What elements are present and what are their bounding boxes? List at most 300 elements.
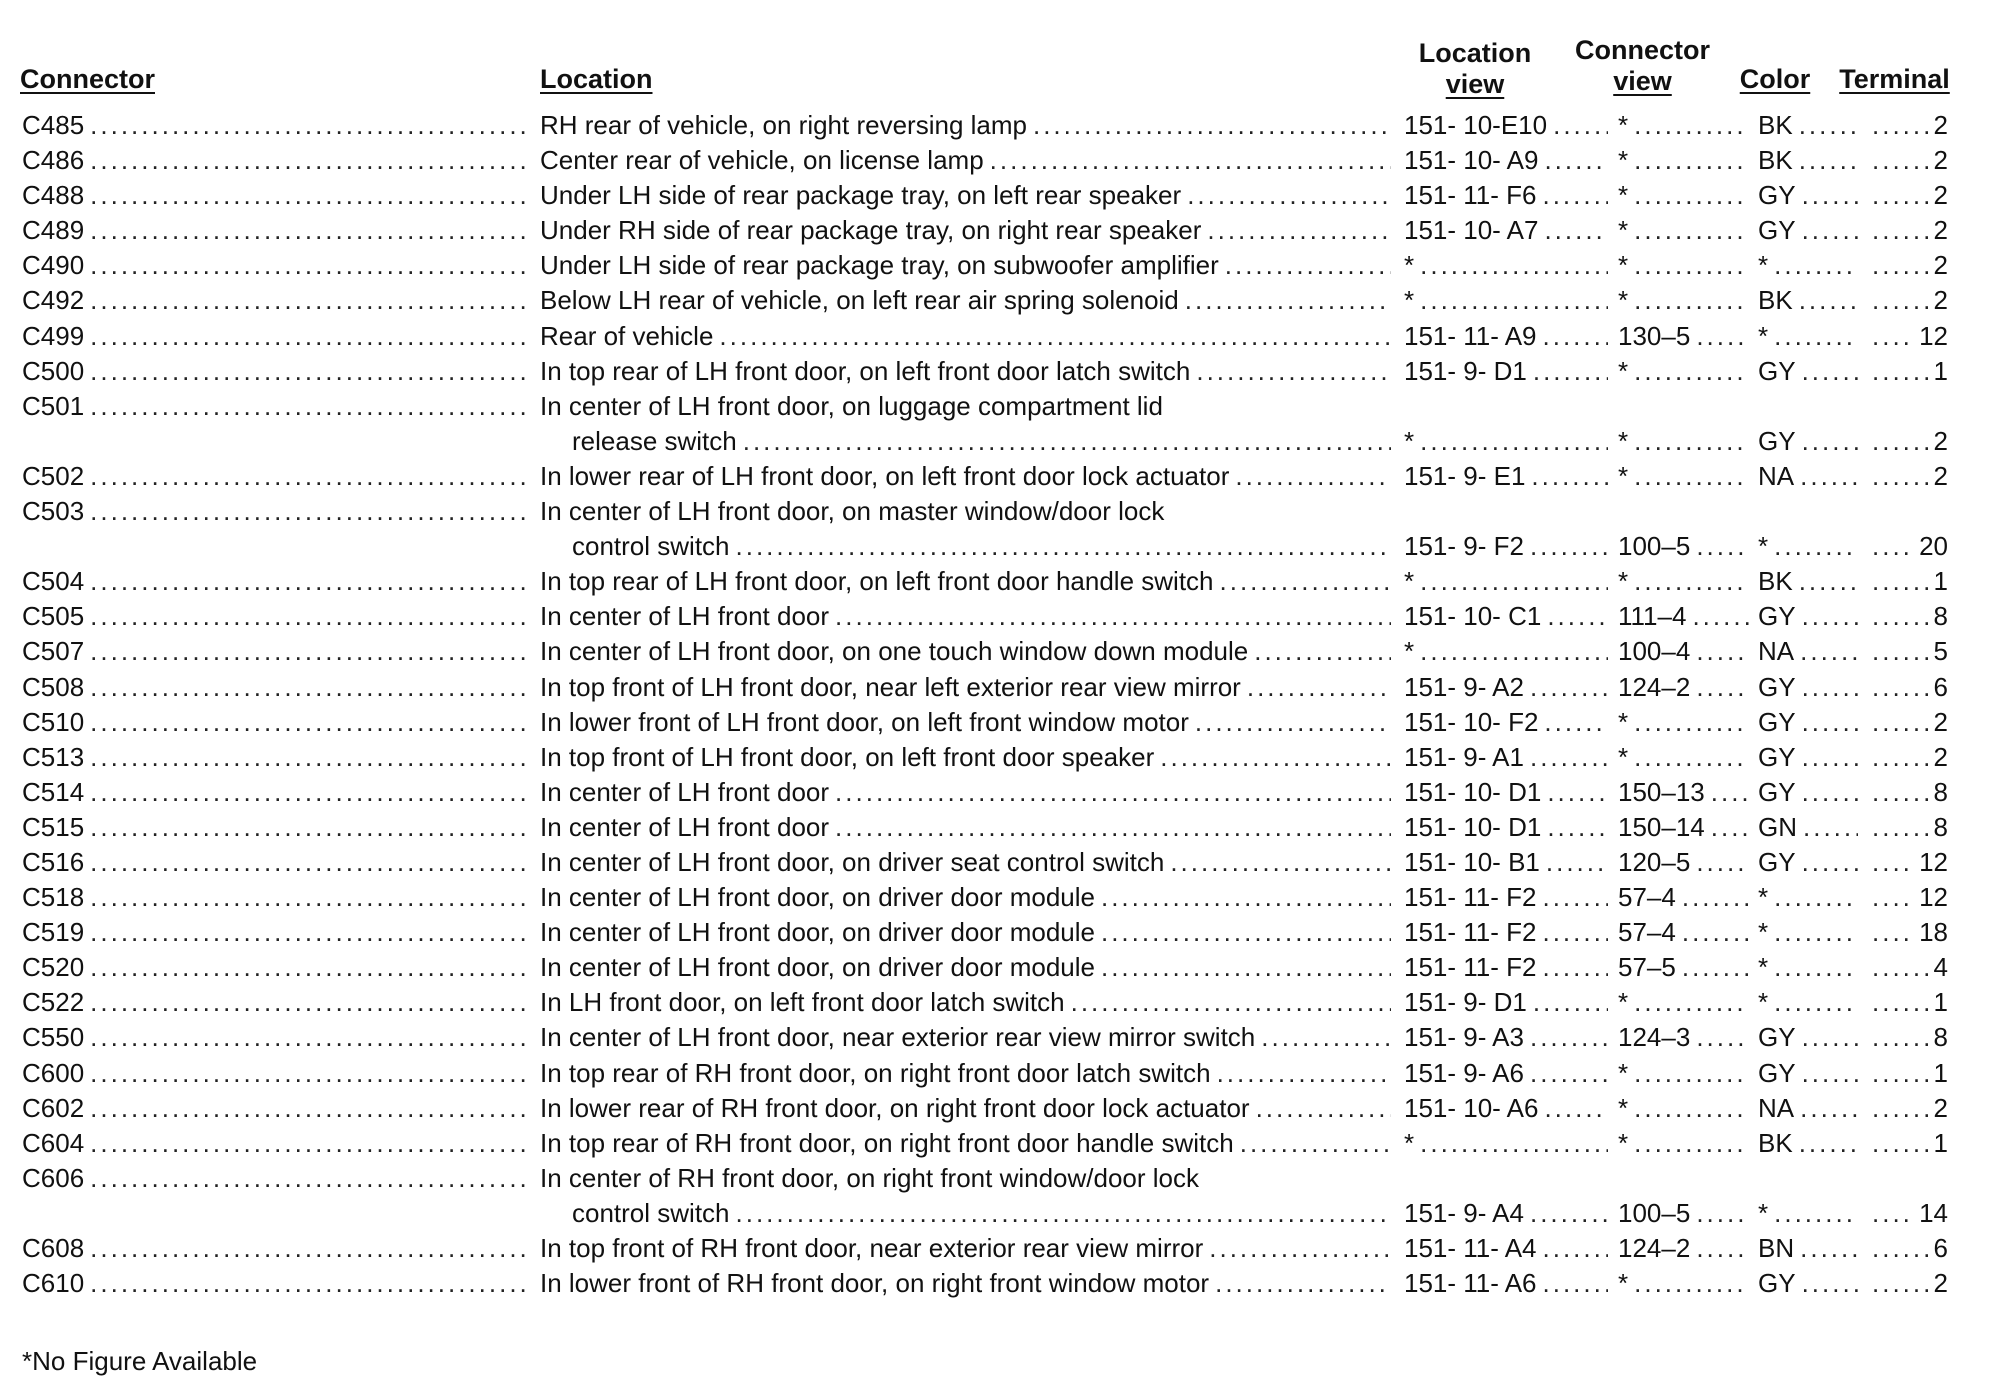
leader-dots [90,354,528,389]
leader-dots [1872,1020,1930,1055]
connector-view: * ..... [1618,459,1753,494]
location-view: 151- 11- A4 ..... [1404,1231,1612,1266]
location-text: In lower rear of LH front door, on left front door lock actuator ..... [540,459,1395,494]
leader-dots [1196,354,1391,389]
location-text: In center of LH front door ..... [540,775,1395,810]
location-view: 151- 9- D1 ..... [1404,985,1612,1020]
location-text: In center of LH front door, near exterior rear view mirror switch ..... [540,1020,1395,1055]
leader-dots [1872,845,1915,880]
leader-dots [1774,248,1858,283]
leader-dots [1872,319,1915,354]
wire-color: GY ..... [1758,1056,1862,1091]
location-text-continued: control switch ..... [572,1196,1395,1231]
leader-dots [1872,354,1930,389]
header-location: Location [540,64,653,94]
wire-color: BK ..... [1758,283,1862,318]
connector-view: 111–4 ..... [1618,599,1753,634]
leader-dots [90,564,528,599]
footnote: *No Figure Available [22,1346,258,1376]
leader-dots [1544,705,1608,740]
connector-id: C610 ..... [22,1266,532,1301]
location-text: In center of LH front door, on driver door module ..... [540,880,1395,915]
location-view: 151- 11- F2 ..... [1404,915,1612,950]
leader-dots [1220,564,1392,599]
leader-dots [90,1126,528,1161]
terminal-count: ..... 2 [1866,283,1948,318]
connector-view: 57–5 ..... [1618,950,1753,985]
leader-dots [1872,1266,1930,1301]
table-row [0,459,1992,494]
leader-dots [90,1056,528,1091]
wire-color: NA ..... [1758,1091,1862,1126]
location-view: 151- 10-E10 ..... [1404,108,1612,143]
terminal-count: ..... 1 [1866,354,1948,389]
table-row [0,283,1992,318]
leader-dots [990,143,1391,178]
wire-color: BK ..... [1758,108,1862,143]
leader-dots [90,1266,528,1301]
table-row [0,389,1992,459]
wire-color: GY ..... [1758,213,1862,248]
leader-dots [835,599,1391,634]
terminal-count: ..... 4 [1866,950,1948,985]
table-row [0,775,1992,810]
connector-view: * ..... [1618,985,1753,1020]
leader-dots [1872,810,1930,845]
connector-view: 130–5 ..... [1618,319,1753,354]
terminal-count: ..... 5 [1866,634,1948,669]
connector-view: 100–4 ..... [1618,634,1753,669]
terminal-count: ..... 2 [1866,143,1948,178]
leader-dots [90,1231,528,1266]
location-text: In lower rear of RH front door, on right front door lock actuator ..... [540,1091,1395,1126]
connector-id: C502 ..... [22,459,532,494]
leader-dots [1225,248,1391,283]
leader-dots [1544,1091,1608,1126]
connector-view: 100–5 ..... [1618,1196,1753,1231]
terminal-count: ..... 6 [1866,670,1948,705]
leader-dots [90,740,528,775]
location-view: 151- 9- E1 ..... [1404,459,1612,494]
location-text: In top rear of RH front door, on right front door latch switch ..... [540,1056,1395,1091]
leader-dots [1420,634,1608,669]
leader-dots [90,283,528,318]
location-view: 151- 10- F2 ..... [1404,705,1612,740]
wire-color: GY ..... [1758,740,1862,775]
connector-view: 124–2 ..... [1618,670,1753,705]
location-text: In top front of LH front door, on left front door speaker ..... [540,740,1395,775]
leader-dots [1634,248,1749,283]
leader-dots [1543,319,1608,354]
leader-dots [1872,178,1930,213]
wire-color: BK ..... [1758,564,1862,599]
table-row [0,670,1992,705]
leader-dots [1872,248,1930,283]
leader-dots [1634,705,1749,740]
connector-id: C505 ..... [22,599,532,634]
leader-dots [1634,213,1749,248]
location-text: In top front of LH front door, near left exterior rear view mirror ..... [540,670,1395,705]
leader-dots [90,915,528,950]
leader-dots [1872,1091,1930,1126]
connector-view: * ..... [1618,354,1753,389]
wire-color: * ..... [1758,529,1862,564]
leader-dots [1872,564,1930,599]
leader-dots [1872,775,1930,810]
leader-dots [1696,529,1749,564]
leader-dots [1682,915,1749,950]
leader-dots [1634,354,1749,389]
header-connector: Connector [20,64,155,94]
terminal-count: ..... 2 [1866,1091,1948,1126]
terminal-count: ..... 8 [1866,1020,1948,1055]
leader-dots [1802,670,1858,705]
leader-dots [1872,108,1930,143]
leader-dots [736,529,1392,564]
leader-dots [90,248,528,283]
header-location-view: Location view [1418,38,1532,99]
leader-dots [1420,424,1608,459]
connector-view: * ..... [1618,1266,1753,1301]
connector-id: C606 ..... [22,1161,532,1196]
location-view: 151- 9- A3 ..... [1404,1020,1612,1055]
leader-dots [1420,564,1608,599]
leader-dots [1872,950,1930,985]
leader-dots [90,108,528,143]
leader-dots [835,775,1391,810]
connector-id: C514 ..... [22,775,532,810]
location-text: In center of LH front door ..... [540,599,1395,634]
terminal-count: ..... 1 [1866,1056,1948,1091]
leader-dots [1872,1196,1915,1231]
leader-dots [1544,213,1608,248]
leader-dots [1542,880,1608,915]
wire-color: GY ..... [1758,424,1862,459]
leader-dots [835,810,1391,845]
leader-dots [1774,950,1858,985]
table-row [0,985,1992,1020]
leader-dots [1531,459,1608,494]
wire-color: GY ..... [1758,1266,1862,1301]
connector-id: C516 ..... [22,845,532,880]
location-view: 151- 9- A1 ..... [1404,740,1612,775]
leader-dots [90,810,528,845]
connector-view: 124–2 ..... [1618,1231,1753,1266]
leader-dots [1711,810,1749,845]
wire-color: * ..... [1758,985,1862,1020]
leader-dots [1774,529,1858,564]
leader-dots [1101,950,1391,985]
leader-dots [1235,459,1391,494]
table-row [0,108,1992,143]
table-row [0,494,1992,564]
connector-id: C500 ..... [22,354,532,389]
terminal-count: ..... 12 [1866,319,1948,354]
leader-dots [1799,283,1858,318]
leader-dots [1185,283,1391,318]
leader-dots [1542,178,1608,213]
terminal-count: ..... 18 [1866,915,1948,950]
connector-id: C492 ..... [22,283,532,318]
leader-dots [1711,775,1749,810]
wire-color: * ..... [1758,880,1862,915]
leader-dots [1696,670,1749,705]
leader-dots [1547,810,1608,845]
leader-dots [1696,1196,1749,1231]
terminal-count: ..... 20 [1866,529,1948,564]
connector-id: C604 ..... [22,1126,532,1161]
table-row [0,143,1992,178]
terminal-count: ..... 2 [1866,178,1948,213]
location-view: 151- 10- D1 ..... [1404,775,1612,810]
location-text: RH rear of vehicle, on right reversing lamp ..... [540,108,1395,143]
leader-dots [1872,670,1930,705]
connector-id: C508 ..... [22,670,532,705]
wire-color: GY ..... [1758,354,1862,389]
leader-dots [1802,354,1858,389]
wire-color: GY ..... [1758,599,1862,634]
leader-dots [1187,178,1391,213]
location-text: In center of LH front door ..... [540,810,1395,845]
connector-id: C490 ..... [22,248,532,283]
terminal-count: ..... 2 [1866,705,1948,740]
leader-dots [1543,1231,1608,1266]
leader-dots [1530,1056,1608,1091]
leader-dots [1802,845,1858,880]
leader-dots [1692,599,1749,634]
leader-dots [1872,880,1915,915]
leader-dots [1872,915,1915,950]
location-text: In center of LH front door, on driver door module ..... [540,915,1395,950]
leader-dots [90,1091,528,1126]
connector-view: 57–4 ..... [1618,915,1753,950]
wire-color: * ..... [1758,248,1862,283]
leader-dots [1802,1020,1858,1055]
table-row [0,213,1992,248]
leader-dots [1872,634,1930,669]
wire-color: * ..... [1758,950,1862,985]
location-view: 151- 10- A6 ..... [1404,1091,1612,1126]
terminal-count: ..... 2 [1866,248,1948,283]
connector-id: C486 ..... [22,143,532,178]
connector-view: 57–4 ..... [1618,880,1753,915]
terminal-count: ..... 2 [1866,740,1948,775]
table-row [0,1056,1992,1091]
leader-dots [1547,775,1608,810]
leader-dots [1802,599,1858,634]
leader-dots [1160,740,1391,775]
table-row [0,248,1992,283]
terminal-count: ..... 8 [1866,599,1948,634]
leader-dots [1799,1126,1858,1161]
wire-color: BN ..... [1758,1231,1862,1266]
location-text: In lower front of LH front door, on left front window motor ..... [540,705,1395,740]
connector-id: C608 ..... [22,1231,532,1266]
leader-dots [90,880,528,915]
leader-dots [1774,880,1858,915]
wire-color: GY ..... [1758,845,1862,880]
leader-dots [1872,599,1930,634]
terminal-count: ..... 1 [1866,564,1948,599]
table-row [0,845,1992,880]
leader-dots [1802,213,1858,248]
leader-dots [90,985,528,1020]
table-row [0,599,1992,634]
leader-dots [90,389,528,424]
location-text: In center of LH front door, on master window/door lock [540,496,1165,527]
table-row [0,1231,1992,1266]
connector-view: * ..... [1618,1091,1753,1126]
connector-id: C510 ..... [22,705,532,740]
location-text: Center rear of vehicle, on license lamp ..... [540,143,1395,178]
terminal-count: ..... 2 [1866,424,1948,459]
leader-dots [1872,283,1930,318]
leader-dots [1170,845,1391,880]
leader-dots [1774,319,1858,354]
connector-view: * ..... [1618,143,1753,178]
terminal-count: ..... 8 [1866,810,1948,845]
connector-view: 124–3 ..... [1618,1020,1753,1055]
header-color: Color [1739,64,1811,94]
wire-color: BK ..... [1758,1126,1862,1161]
leader-dots [1533,985,1608,1020]
leader-dots [1217,1056,1391,1091]
location-view: 151- 11- A6 ..... [1404,1266,1612,1301]
location-text: In lower front of RH front door, on right front window motor ..... [540,1266,1395,1301]
location-text: In center of LH front door, on driver door module ..... [540,950,1395,985]
leader-dots [1530,1020,1608,1055]
leader-dots [1696,634,1749,669]
wire-color: * ..... [1758,319,1862,354]
wire-color: * ..... [1758,1196,1862,1231]
table-row [0,915,1992,950]
table-row [0,564,1992,599]
location-view: 151- 11- F2 ..... [1404,880,1612,915]
leader-dots [90,459,528,494]
connector-id: C489 ..... [22,213,532,248]
leader-dots [1802,1056,1858,1091]
connector-id: C504 ..... [22,564,532,599]
location-text: In top rear of LH front door, on left front door handle switch ..... [540,564,1395,599]
leader-dots [1872,459,1930,494]
terminal-count: ..... 2 [1866,108,1948,143]
table-row [0,810,1992,845]
wire-color: NA ..... [1758,459,1862,494]
connector-id: C488 ..... [22,178,532,213]
leader-dots [1682,950,1749,985]
leader-dots [1101,880,1391,915]
table-row [0,1020,1992,1055]
leader-dots [90,599,528,634]
connector-view: * ..... [1618,283,1753,318]
terminal-count: ..... 2 [1866,213,1948,248]
wire-color: GN ..... [1758,810,1862,845]
location-view: * ..... [1404,248,1612,283]
location-view: 151- 9- A2 ..... [1404,670,1612,705]
connector-view: * ..... [1618,248,1753,283]
connector-id: C519 ..... [22,915,532,950]
connector-view: * ..... [1618,213,1753,248]
leader-dots [1546,845,1608,880]
table-row [0,950,1992,985]
terminal-count: ..... 1 [1866,1126,1948,1161]
connector-id: C515 ..... [22,810,532,845]
wire-color: GY ..... [1758,775,1862,810]
leader-dots [1800,634,1858,669]
leader-dots [1872,1056,1930,1091]
leader-dots [1101,915,1391,950]
connector-view: * ..... [1618,1056,1753,1091]
wire-color: GY ..... [1758,178,1862,213]
connector-view: * ..... [1618,178,1753,213]
location-view: * ..... [1404,564,1612,599]
leader-dots [1799,108,1858,143]
leader-dots [90,494,528,529]
table-row [0,354,1992,389]
location-view: * ..... [1404,283,1612,318]
leader-dots [1542,950,1608,985]
location-text-continued: control switch ..... [572,529,1395,564]
leader-dots [1033,108,1391,143]
connector-view: 150–14 ..... [1618,810,1753,845]
terminal-count: ..... 2 [1866,459,1948,494]
leader-dots [1872,705,1930,740]
location-text: Below LH rear of vehicle, on left rear air spring solenoid ..... [540,283,1395,318]
location-text: Under LH side of rear package tray, on subwoofer amplifier ..... [540,248,1395,283]
leader-dots [1530,670,1608,705]
location-text: Rear of vehicle ..... [540,319,1395,354]
table-row [0,1091,1992,1126]
wire-color: NA ..... [1758,634,1862,669]
leader-dots [1634,283,1749,318]
leader-dots [90,950,528,985]
leader-dots [1195,705,1391,740]
leader-dots [1240,1126,1391,1161]
leader-dots [1872,1126,1930,1161]
leader-dots [1420,1126,1608,1161]
leader-dots [1544,143,1608,178]
location-view: 151- 9- A6 ..... [1404,1056,1612,1091]
leader-dots [1800,459,1858,494]
terminal-count: ..... 12 [1866,880,1948,915]
leader-dots [736,1196,1392,1231]
leader-dots [1774,1196,1858,1231]
leader-dots [90,775,528,810]
leader-dots [90,845,528,880]
connector-id: C507 ..... [22,634,532,669]
location-text: In center of LH front door, on luggage compartment lid [540,390,1163,421]
location-text: In LH front door, on left front door latch switch ..... [540,985,1395,1020]
leader-dots [1774,985,1858,1020]
leader-dots [1802,775,1858,810]
location-text: In center of RH front door, on right front window/door lock [540,1162,1200,1193]
location-text: In center of LH front door, on one touch window down module ..... [540,634,1395,669]
leader-dots [1207,213,1391,248]
leader-dots [1209,1231,1391,1266]
wire-color: GY ..... [1758,670,1862,705]
leader-dots [1530,529,1608,564]
leader-dots [1799,564,1858,599]
leader-dots [743,424,1391,459]
leader-dots [1774,915,1858,950]
leader-dots [1634,740,1749,775]
table-row [0,1126,1992,1161]
leader-dots [1634,459,1749,494]
terminal-count: ..... 6 [1866,1231,1948,1266]
table-row [0,178,1992,213]
connector-view: * ..... [1618,424,1753,459]
leader-dots [90,1161,528,1196]
